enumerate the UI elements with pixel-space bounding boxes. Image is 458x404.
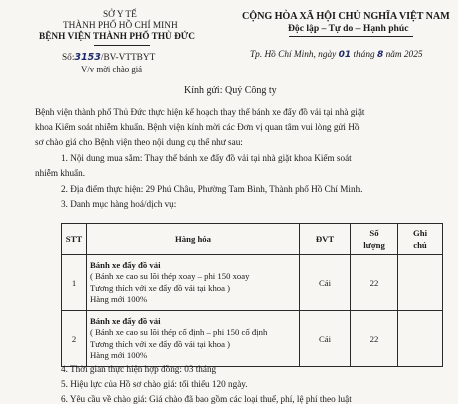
row-quantity: 22 <box>351 255 398 311</box>
date-prefix: Tp. Hồ Chí Minh, ngày <box>250 50 337 60</box>
header-note-line2: chú <box>413 240 427 250</box>
table-header-row <box>62 224 443 255</box>
row-goods <box>87 255 300 311</box>
header-quantity <box>351 224 398 255</box>
city-name: THÀNH PHỐ HỒ CHÍ MINH <box>63 21 178 31</box>
date-day-handwritten: 01 <box>338 50 352 60</box>
ref-prefix: Số: <box>62 53 75 63</box>
row-goods-desc-3: Hàng mới 100% <box>90 293 148 304</box>
row-stt: 2 <box>62 311 87 367</box>
header-goods: Hàng hóa <box>87 224 300 255</box>
table-row <box>62 311 443 367</box>
row-goods <box>87 311 300 367</box>
row-note <box>398 255 443 311</box>
row-stt: 1 <box>62 255 87 311</box>
header-quantity-line2: lượng <box>363 240 385 250</box>
item-5: 5. Hiệu lực của Hồ sơ chào giá: tối thiểu 120 ngày. <box>61 379 248 389</box>
row-goods-desc-1: ( Bánh xe cao su lõi thép xoay – phi 150 xoay <box>90 271 250 282</box>
row-note <box>398 311 443 367</box>
header-stt: STT <box>62 224 87 255</box>
intro-line-3: sơ chào giá cho Bệnh viện theo nội dung cụ thể như sau: <box>35 137 243 147</box>
date-month-label: tháng <box>353 50 375 60</box>
row-goods-desc-1: ( Bánh xe cao su lõi thép cố định – phi 150 cố định <box>90 327 268 338</box>
document-date <box>250 50 423 60</box>
item-4: 4. Thời gian thực hiện hợp đồng: 03 tháng <box>61 364 217 374</box>
ministry-name: SỞ Y TẾ <box>103 10 137 20</box>
ref-suffix: /BV-VTTBYT <box>100 53 156 63</box>
row-goods-name: Bánh xe đẩy đồ vải <box>90 316 161 327</box>
item-2-text: 29 Phú Châu, Phường Tam Bình, Thành phố Hồ Chí Minh. <box>145 184 363 194</box>
item-3: 3. Danh mục hàng hoá/dịch vụ: <box>61 199 177 209</box>
motto: Độc lập – Tự do – Hạnh phúc <box>288 23 409 34</box>
hospital-name: BỆNH VIỆN THÀNH PHỐ THỦ ĐỨC <box>39 32 195 42</box>
item-1 <box>61 153 352 163</box>
header-note <box>398 224 443 255</box>
goods-table <box>61 223 443 367</box>
motto-underline <box>289 36 413 37</box>
header-note-line1: Ghi <box>412 228 427 238</box>
salutation: Kính gửi: Quý Công ty <box>184 85 277 96</box>
item-1-label: 1. Nội dung mua sắm: <box>61 153 143 163</box>
item-6: 6. Yêu cầu về chào giá: Giá chào đã bao gồm các loại thuế, phí, lệ phí theo luật <box>61 394 352 404</box>
item-2-label: 2. Địa điểm thực hiện: <box>61 184 144 194</box>
date-month-handwritten: 8 <box>376 50 384 60</box>
item-2 <box>61 184 362 194</box>
table-row <box>62 255 443 311</box>
date-year-label: năm 2025 <box>385 50 423 60</box>
row-goods-desc-3: Hàng mới 100% <box>90 349 148 360</box>
nation-title: CỘNG HÒA XÃ HỘI CHỦ NGHĨA VIỆT NAM <box>242 11 450 22</box>
item-1-continued: nhiễm khuẩn. <box>35 168 86 178</box>
row-quantity: 22 <box>351 311 398 367</box>
reference-number <box>62 52 155 63</box>
subject-line: V/v mời chào giá <box>81 64 143 74</box>
header-unit: ĐVT <box>300 224 351 255</box>
item-1-text: Thay thế bánh xe đẩy đồ vải tại nhà giặt khoa Kiểm soát <box>144 153 352 163</box>
intro-line-2: khoa Kiểm soát nhiễm khuẩn. Bệnh viện kính mời các Đơn vị quan tâm vui lòng gửi Hồ <box>35 122 360 132</box>
row-goods-desc-2: Tương thích với xe đẩy đồ vải tại khoa ) <box>90 282 231 293</box>
row-goods-desc-2: Tương thích với xe đẩy đồ vải tại khoa ) <box>90 338 231 349</box>
row-goods-name: Bánh xe đẩy đồ vải <box>90 260 161 271</box>
row-unit: Cái <box>300 311 351 367</box>
ref-number-handwritten: 3153 <box>74 52 101 63</box>
intro-line-1: Bệnh viện thành phố Thủ Đức thực hiện kế hoạch thay thế bánh xe đẩy đồ vải tại nhà giặt <box>35 107 365 117</box>
row-unit: Cái <box>300 255 351 311</box>
header-quantity-line1: Số <box>369 228 379 238</box>
hospital-underline <box>94 45 150 46</box>
